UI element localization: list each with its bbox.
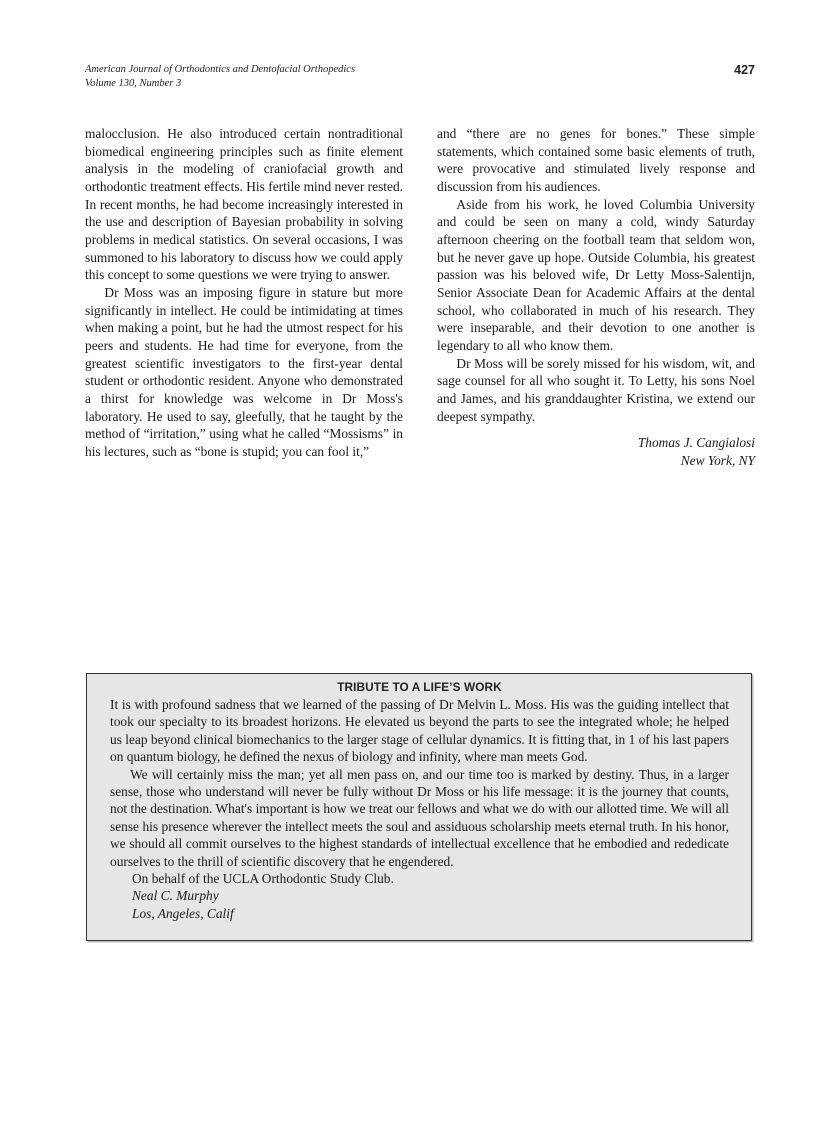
paragraph: Aside from his work, he loved Columbia University and could be seen on many a cold, windy Saturday afternoon cheering on the football team that seldom won, but he never gave up hope. Outside Columbia, his greatest passion was his beloved wife, Dr Letty Moss-Salentijn, Senior Associate Dean for Academic Affairs at the dental school, who collaborated in much of his research. They were inseparable, and their devotion to one another is legendary to all who know them. (437, 196, 755, 353)
journal-volume: Volume 130, Number 3 (85, 77, 182, 89)
journal-title: American Journal of Orthodontics and Dentofacial Orthopedics (85, 64, 356, 75)
running-header (85, 63, 755, 95)
page-number: 427 (734, 63, 755, 77)
tribute-box (86, 673, 752, 941)
paragraph: malocclusion. He also introduced certain nontraditional biomedical engineering principles such as finite element analysis in the modeling of craniofacial growth and orthodontic treatment effects. His fertile mind never rested. In recent months, he had become increasingly interested in the use and description of Bayesian probability in solving problems in medical statistics. On several occasions, I was summoned to his laboratory to discuss how we could apply this concept to some questions we were trying to answer. (85, 126, 403, 283)
tribute-location: Los, Angeles, Calif (132, 905, 234, 921)
author-location: New York, NY (680, 452, 755, 468)
author-signature: Thomas J. Cangialosi (637, 435, 755, 451)
tribute-closing: On behalf of the UCLA Orthodontic Study Club. (132, 871, 394, 887)
tribute-title: TRIBUTE TO A LIFE’S WORK (337, 680, 502, 694)
right-column (437, 125, 755, 469)
tribute-paragraph: It is with profound sadness that we learned of the passing of Dr Melvin L. Moss. His was the guiding intellect that took our specialty to its broadest horizons. He elevated us beyond the parts to see the integrated whole; he helped us leap beyond clinical biomechanics to the larger stage of cellular dynamics. It is fitting that, in 1 of his last papers on quantum biology, he defined the nexus of biology and infinity, where man meets God. (110, 697, 729, 765)
paragraph: and “there are no genes for bones.” These simple statements, which contained some basic elements of truth, were provocative and stimulated lively response and discussion from his audiences. (437, 126, 755, 194)
left-column (85, 125, 403, 460)
tribute-signature: Neal C. Murphy (132, 888, 219, 904)
tribute-paragraph: We will certainly miss the man; yet all men pass on, and our time too is marked by destiny. Thus, in a larger sense, those who understand will never be fully without Dr Moss or his life message: it is the journey that counts, not the destination. What's important is how we treat our fellows and what we do with our allotted time. We will all sense his presence wherever the intellect meets the soul and assiduous scholarship meets eternal truth. In his honor, we should all commit ourselves to the highest standards of intellectual excellence that he embodied and rededicate ourselves to the thrill of scientific discovery that he engendered. (110, 766, 729, 869)
paragraph: Dr Moss will be sorely missed for his wisdom, wit, and sage counsel for all who sought it. To Letty, his sons Noel and James, and his granddaughter Kristina, we extend our deepest sympathy. (437, 355, 755, 424)
paragraph: Dr Moss was an imposing figure in stature but more significantly in intellect. He could be intimidating at times when making a point, but he had the utmost respect for his peers and students. He had time for everyone, from the greatest scientific investigators to the first-year dental student or orthodontic resident. Anyone who demonstrated a thirst for knowledge was welcome in Dr Moss's laboratory. He used to say, gleefully, that he taught by the method of “irritation,” using what he called “Mossisms” in his lectures, such as “bone is stupid; you can fool it,” (85, 284, 403, 459)
